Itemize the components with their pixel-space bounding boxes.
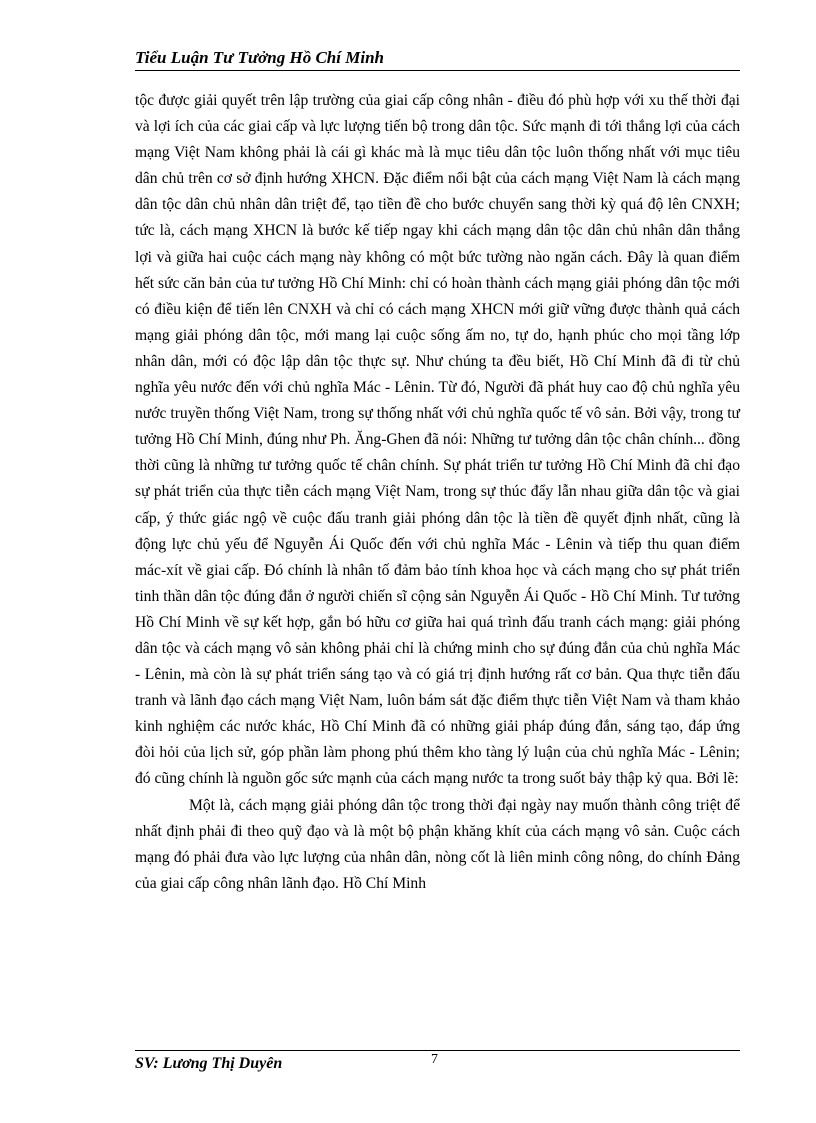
header-divider <box>135 70 740 71</box>
header-title: Tiểu Luận Tư Tưởng Hồ Chí Minh <box>135 48 384 67</box>
footer-author: SV: Lương Thị Duyên <box>135 1055 283 1072</box>
body-paragraph-2: Một là, cách mạng giải phóng dân tộc trong thời đại ngày nay muốn thành công triệt để nhất định phải đi theo quỹ đạo và là một bộ phận khăng khít của cách mạng vô sản. Cuộc cách mạng đó phải đưa vào lực lượng của nhân dân, nòng cốt là liên minh công nông, do chính Đảng của giai cấp công nhân lãnh đạo. Hồ Chí Minh <box>135 796 740 892</box>
body-paragraph-1: tộc được giải quyết trên lập trường của giai cấp công nhân - điều đó phù hợp với xu thế thời đại và lợi ích của các giai cấp và lực lượng tiến bộ trong dân tộc. Sức mạnh đi tới thắng lợi của cách mạng Việt Nam không phải là cái gì khác mà là mục tiêu dân tộc luôn thống nhất với mục tiêu dân chủ trên cơ sở định hướng XHCN. Đặc điểm nổi bật của cách mạng Việt Nam là cách mạng dân tộc dân chủ nhân dân triệt để, tạo tiền đề cho bước chuyển sang thời kỳ quá độ lên CNXH; tức là, cách mạng XHCN là bước kế tiếp ngay khi cách mạng dân tộc dân chủ nhân dân thắng lợi và giữa hai cuộc cách mạng này không có một bức tường nào ngăn cách. Đây là quan điểm hết sức căn bản của tư tưởng Hồ Chí Minh: chỉ có hoàn thành cách mạng giải phóng dân tộc mới có điều kiện để tiến lên CNXH và chỉ có cách mạng XHCN mới giữ vững được thành quả cách mạng giải phóng dân tộc, mới mang lại cuộc sống ấm no, tự do, hạnh phúc cho mọi tầng lớp nhân dân, mới có độc lập dân tộc thực sự. Như chúng ta đều biết, Hồ Chí Minh đã đi từ chủ nghĩa yêu nước đến với chủ nghĩa Mác - Lênin. Từ đó, Người đã phát huy cao độ chủ nghĩa yêu nước truyền thống Việt Nam, trong sự thống nhất với chủ nghĩa quốc tế vô sản. Bởi vậy, trong tư tưởng Hồ Chí Minh, đúng như Ph. Ăng-Ghen đã nói: Những tư tưởng dân tộc chân chính... đồng thời cũng là những tư tưởng quốc tế chân chính. Sự phát triển tư tưởng Hồ Chí Minh đã chỉ đạo sự phát triển của thực tiễn cách mạng Việt Nam, trong sự thúc đẩy lẫn nhau giữa dân tộc và giai cấp, ý thức giác ngộ về cuộc đấu tranh giải phóng dân tộc là tiền đề quyết định nhất, cũng là động lực chủ yếu để Nguyễn Ái Quốc đến với chủ nghĩa Mác - Lênin và tiếp thu quan điểm mác-xít về giai cấp. Đó chính là nhân tố đảm bảo tính khoa học và cách mạng cho sự phát triển tinh thần dân tộc đúng đắn ở người chiến sĩ cộng sản Nguyễn Ái Quốc - Hồ Chí Minh. Tư tưởng Hồ Chí Minh về sự kết hợp, gắn bó hữu cơ giữa hai quá trình đấu tranh cách mạng: giải phóng dân tộc và cách mạng vô sản không phải chỉ là chứng minh cho sự đúng đắn của chủ nghĩa Mác - Lênin, mà còn là sự phát triển sáng tạo và có giá trị định hướng rất cơ bản. Qua thực tiễn đấu tranh và lãnh đạo cách mạng Việt Nam, luôn bám sát đặc điểm thực tiễn Việt Nam và tham khảo kinh nghiệm các nước khác, Hồ Chí Minh đã có những giải pháp đúng đắn, sáng tạo, đáp ứng đòi hỏi của lịch sử, góp phần làm phong phú thêm kho tàng lý luận của chủ nghĩa Mác - Lênin; đó cũng chính là nguồn gốc sức mạnh của cách mạng nước ta trong suốt bảy thập kỷ qua. Bởi lẽ: <box>135 92 740 788</box>
page-number: 7 <box>431 1052 438 1067</box>
footer-divider <box>135 1050 740 1051</box>
body-text <box>135 88 740 897</box>
